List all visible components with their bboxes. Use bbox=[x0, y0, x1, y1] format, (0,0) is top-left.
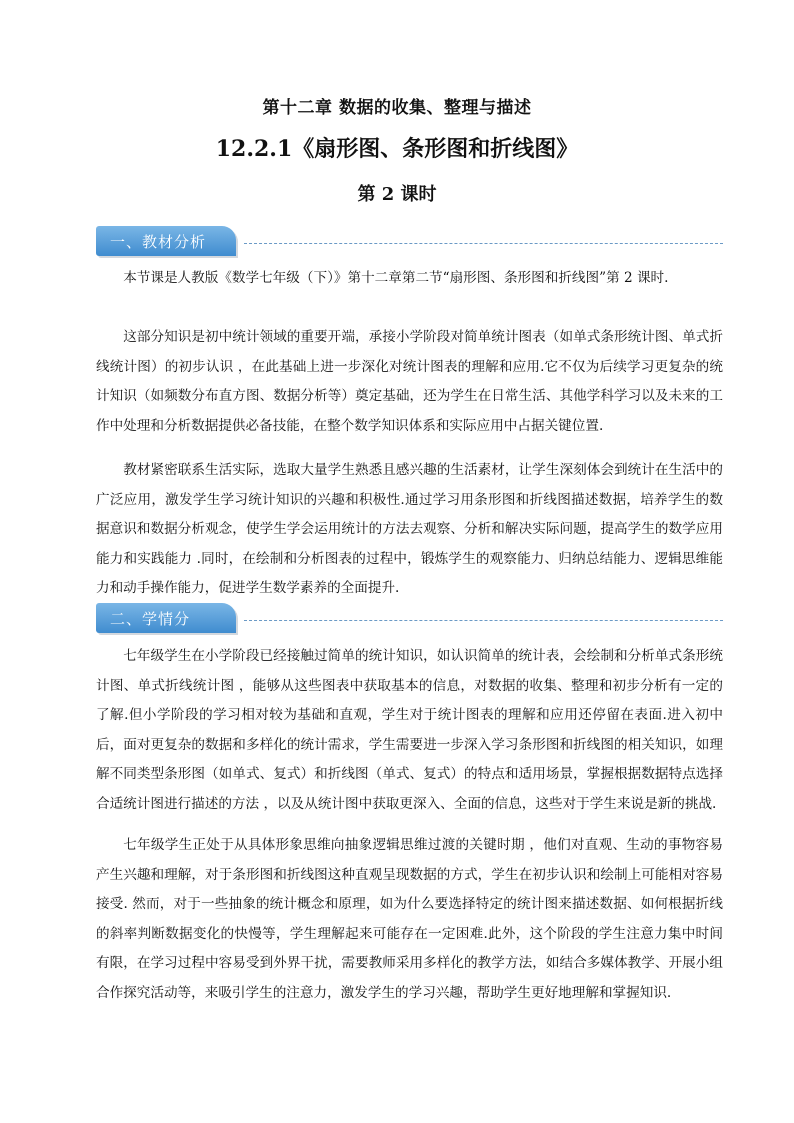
paragraph: 这部分知识是初中统计领域的重要开端，承接小学阶段对简单统计图表（如单式条形统计图、单式折线统计图）的初步认识 ，在此基础上进一步深化对统计图表的理解和应用.它不仅为后续学习更复杂的统计知识（如频数分布直方图、数据分析等）奠定基础，还为学生在日常生活、其他学科学习以及未来的工作中处理和分析数据提供必备技能，在整个数学知识体系和实际应用中占据关键位置. bbox=[96, 329, 723, 434]
section-header-textbook-analysis bbox=[96, 226, 723, 258]
section-divider bbox=[244, 620, 723, 621]
section-divider bbox=[244, 243, 723, 244]
chapter-heading: 第十二章 数据的收集、整理与描述 bbox=[262, 98, 532, 118]
paragraph: 七年级学生正处于从具体形象思维向抽象逻辑思维过渡的关键时期 ，他们对直观、生动的事物容易产生兴趣和理解，对于条形图和折线图这种直观呈现数据的方式，学生在初步认识和绘制上可能相对容易接受. 然而，对于一些抽象的统计概念和原理，如为什么要选择特定的统计图来描述数据、如何根据折线的斜率判断数据变化的快慢等，学生理解起来可能存在一定困难.此外，这个阶段的学生注意力集中时间有限，在学习过程中容易受到外界干扰，需要教师采用多样化的教学方法，如结合多媒体教学、开展小组合作探究活动等，来吸引学生的注意力，激发学生的学习兴趣，帮助学生更好地理解和掌握知识. bbox=[96, 837, 723, 1001]
lesson-title: 12.2.1《扇形图、条形图和折线图》 bbox=[215, 136, 579, 162]
paragraph: 七年级学生在小学阶段已经接触过简单的统计知识，如认识简单的统计表，会绘制和分析单式条形统计图、单式折线统计图 ，能够从这些图表中获取基本的信息，对数据的收集、整理和初步分析有一定的了解.但小学阶段的学习相对较为基础和直观，学生对于统计图表的理解和应用还停留在表面.进入初中后，面对更复杂的数据和多样化的统计需求，学生需要进一步深入学习条形图和折线图的相关知识，如理解不同类型条形图（如单式、复式）和折线图（单式、复式）的特点和适用场景，掌握根据数据特点选择合适统计图进行描述的方法 ，以及从统计图中获取更深入、全面的信息，这些对于学生来说是新的挑战. bbox=[96, 648, 723, 812]
section-tab bbox=[96, 603, 236, 633]
lesson-period: 第 2 课时 bbox=[357, 184, 437, 205]
section-header-student-analysis bbox=[96, 603, 723, 635]
paragraph: 教材紧密联系生活实际，选取大量学生熟悉且感兴趣的生活素材，让学生深刻体会到统计在生活中的广泛应用，激发学生学习统计知识的兴趣和积极性.通过学习用条形图和折线图描述数据，培养学生的数据意识和数据分析观念，使学生学会运用统计的方法去观察、分析和解决实际问题，提高学生的数学应用能力和实践能力 .同时，在绘制和分析图表的过程中，锻炼学生的观察能力、归纳总结能力、逻辑思维能力和动手操作能力，促进学生数学素养的全面提升. bbox=[96, 462, 723, 596]
paragraph: 本节课是人教版《数学七年级（下）》第十二章第二节“扇形图、条形图和折线图”第 2 课时. bbox=[123, 270, 669, 286]
section-tab bbox=[96, 226, 236, 256]
section-label: 一、教材分析 bbox=[110, 233, 207, 251]
section-label: 二、学情分 bbox=[110, 610, 191, 628]
